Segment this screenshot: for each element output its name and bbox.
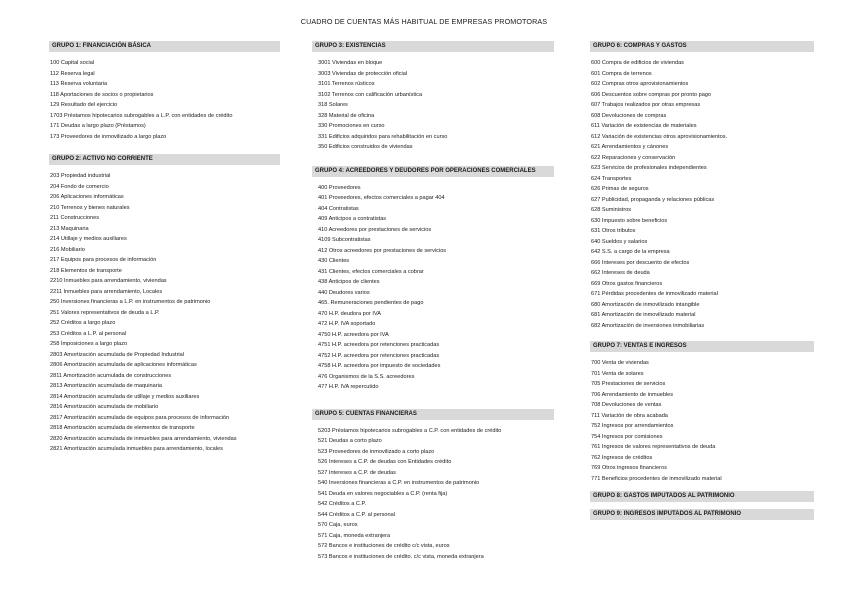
account-item: 2211 Inmuebles para arrendamiento, Locales xyxy=(50,288,163,295)
group-header: GRUPO 3: EXISTENCIAS xyxy=(312,41,554,52)
account-item: 2818 Amortización acumulada de elementos de transporte xyxy=(50,425,195,431)
account-item: 410 Acreedores por prestaciones de servicios xyxy=(318,226,432,233)
account-item: 630 Impuesto sobre beneficios xyxy=(591,217,668,224)
page-title: CUADRO DE CUENTAS MÁS HABITUAL DE EMPRESAS PROMOTORAS xyxy=(300,17,548,26)
account-item: 527 Intereses a C.P. de deudas xyxy=(318,469,396,476)
account-item: 438 Anticipos de clientes xyxy=(318,279,380,285)
account-item: 705 Prestaciones de servicios xyxy=(591,381,666,387)
account-item: 477 H.P. IVA repercutido xyxy=(318,384,379,390)
account-item: 470 H.P. deudora por IVA xyxy=(318,310,381,317)
account-item: 331 Edificios adquiridos para rehabilitación en curso xyxy=(318,133,448,140)
account-group xyxy=(590,491,812,502)
account-item: 571 Caja, moneda extranjera xyxy=(318,532,391,539)
group-header: GRUPO 9: INGRESOS IMPUTADOS AL PATRIMONIO xyxy=(590,509,814,520)
account-item: 211 Construcciones xyxy=(50,215,100,221)
account-item: 3102 Terrenos con calificación urbanística xyxy=(318,91,423,98)
group-spacer xyxy=(49,142,295,154)
account-group xyxy=(312,41,552,153)
account-item: 252 Créditos a largo plazo xyxy=(50,320,116,326)
account-item: 431 Clientes, efectos comerciales a cobrar xyxy=(318,268,424,275)
account-item: 706 Arrendamiento de inmuebles xyxy=(591,391,674,398)
account-item: 621 Arrendamientos y cánones xyxy=(591,144,669,150)
account-item: 2806 Amortización acumulada de aplicaciones informáticas xyxy=(50,362,197,368)
account-item: 430 Clientes xyxy=(318,258,350,264)
account-list xyxy=(49,58,295,142)
account-item: 204 Fondo de comercio xyxy=(50,183,109,190)
account-item: 602 Compras otros aprovisionamientos xyxy=(591,81,689,87)
account-item: 113 Reserva voluntaria xyxy=(50,81,108,87)
account-item: 440 Deudores varios xyxy=(318,289,370,296)
account-item: 2821 Amortización acumulada inmuebles para arrendamiento, locales xyxy=(50,446,223,452)
account-item: 472 H.P. IVA soportado xyxy=(318,321,376,327)
group-header: GRUPO 6: COMPRAS Y GASTOS xyxy=(590,41,814,52)
account-item: 761 Ingresos de valores representativos de deuda xyxy=(591,444,716,450)
account-item: 401 Proveedores, efectos comerciales a pagar 404 xyxy=(318,195,445,201)
account-item: 601 Compra de terrenos xyxy=(591,70,652,77)
account-item: 112 Reserva legal xyxy=(50,70,95,77)
account-item: 541 Deuda en valores negociables a C.P. (renta fija) xyxy=(318,490,448,497)
account-item: 4751 H.P. acreedora por retenciones practicadas xyxy=(318,342,440,348)
account-item: 214 Utillaje y medios auxiliares xyxy=(50,236,127,242)
account-item: 572 Bancos e instituciones de crédito c/c vista, euros xyxy=(318,543,450,549)
account-group xyxy=(590,509,812,520)
account-item: 701 Venta de solares xyxy=(591,370,644,377)
account-item: 4752 H.P. acreedora por retenciones practicadas xyxy=(318,352,440,359)
account-list xyxy=(590,58,812,331)
account-item: 681 Amortización de inmovilizado material xyxy=(591,312,696,318)
account-item: 465. Remuneraciones pendientes de pago xyxy=(318,300,424,306)
account-item: 330 Promociones en curso xyxy=(318,123,385,129)
account-list xyxy=(312,58,552,153)
group-spacer xyxy=(590,502,812,509)
account-item: 608 Devoluciones de compras xyxy=(591,112,667,119)
account-list xyxy=(312,183,552,393)
account-item: 628 Suministros xyxy=(591,207,632,213)
account-item: 521 Deudas a corto plazo xyxy=(318,438,382,444)
account-item: 711 Variación de obra acabada xyxy=(591,412,668,419)
account-item: 669 Otros gastos financieros xyxy=(591,280,663,287)
account-item: 118 Aportaciones de socios o propietarios xyxy=(50,91,154,98)
account-item: 623 Servicios de profesionales independientes xyxy=(591,165,707,171)
account-item: 612 Variación de existencias otros aprovisionamientos. xyxy=(591,133,728,140)
account-item: 544 Créditos a C.P. al personal xyxy=(318,511,396,518)
group-header: GRUPO 7: VENTAS E INGRESOS xyxy=(590,341,814,352)
account-item: 752 Ingresos por arrendamientos xyxy=(591,423,674,429)
account-item: 100 Capital social xyxy=(50,60,95,66)
account-group xyxy=(49,41,295,142)
group-header: GRUPO 1: FINANCIACIÓN BÁSICA xyxy=(49,41,280,52)
account-item: 203 Propiedad industrial xyxy=(50,173,111,179)
account-item: 600 Compra de edificios de viviendas xyxy=(591,60,684,66)
account-item: 409 Anticipos a contratistas xyxy=(318,216,387,222)
account-item: 318 Solares xyxy=(318,102,348,108)
account-item: 218 Elementos de transporte xyxy=(50,267,122,274)
account-item: 171 Deudas a largo plazo (Préstamos) xyxy=(50,123,146,129)
account-item: 258 Imposiciones a largo plazo xyxy=(50,341,128,347)
account-item: 624 Transportes xyxy=(591,175,632,182)
account-item: 606 Descuentos sobre compras por pronto pago xyxy=(591,91,712,98)
account-item: 2811 Amortización acumulada de construcciones xyxy=(50,372,172,379)
account-item: 540 Inversiones financieras a C.P. en instrumentos de patrimonio xyxy=(318,480,480,486)
account-item: 626 Primas de seguros xyxy=(591,186,649,192)
account-group xyxy=(590,341,812,484)
column-2 xyxy=(312,41,552,562)
account-group xyxy=(49,154,295,455)
account-item: 217 Equipos para procesos de información xyxy=(50,257,157,263)
account-item: 573 Bancos e instituciones de crédito. c/c vista, moneda extranjera xyxy=(318,553,484,560)
account-item: 3101 Terrenos rústicos xyxy=(318,81,375,87)
account-item: 769 Otros ingresos financieros xyxy=(591,465,667,471)
account-item: 173 Proveedores de inmovilizado a largo plazo xyxy=(50,133,167,140)
account-item: 671 Pérdidas procedentes de inmovilizado material xyxy=(591,291,718,297)
account-item: 412 Otros acreedores por prestaciones de servicios xyxy=(318,247,447,254)
account-item: 213 Maquinaria xyxy=(50,225,89,232)
account-item: 129 Resultado del ejercicio xyxy=(50,102,118,108)
account-item: 708 Devoluciones de ventas xyxy=(591,402,662,408)
account-group xyxy=(312,409,552,563)
account-item: 523 Proveedores de inmovilizado a corto plazo xyxy=(318,448,435,455)
account-item: 631 Otros tributos xyxy=(591,228,636,234)
account-group xyxy=(590,41,812,331)
group-spacer xyxy=(312,153,552,166)
account-item: 640 Sueldos y salarios xyxy=(591,238,648,245)
account-item: 2814 Amortización acumulada de utillaje y medios auxiliares xyxy=(50,393,200,400)
group-header: GRUPO 2: ACTIVO NO CORRIENTE xyxy=(49,154,280,165)
account-item: 682 Amortización de inversiones inmobiliarias xyxy=(591,322,705,329)
account-item: 2803 Amortización acumulada de Propiedad Industrial xyxy=(50,351,185,358)
account-item: 5203 Préstamos hipotecarios subrogables a C.P. con entidades de crédito xyxy=(318,427,502,434)
account-item: 2817 Amortización acumulada de equipos para procesos de información xyxy=(50,414,230,421)
account-item: 206 Aplicaciones informáticas xyxy=(50,194,124,200)
account-item: 476 Organismos de la S.S. acreedores xyxy=(318,373,415,380)
account-item: 216 Mobiliario xyxy=(50,246,85,253)
group-header: GRUPO 4: ACREEDORES Y DEUDORES POR OPERACIONES COMERCIALES xyxy=(312,166,554,177)
column-1 xyxy=(49,41,295,467)
account-item: 607 Trabajos realizados por otras empresas xyxy=(591,102,701,108)
account-item: 1703 Préstamos hipotecarios subrogables a L.P. con entidades de crédito xyxy=(50,112,233,119)
account-item: 328 Material de oficina xyxy=(318,112,375,119)
account-item: 666 Intereses por descuento de efectos xyxy=(591,259,690,266)
account-item: 570 Caja, euros xyxy=(318,522,358,528)
account-item: 400 Proveedores xyxy=(318,184,361,191)
account-item: 2210 Inmuebles para arrendamiento, viviendas xyxy=(50,278,167,284)
account-item: 526 Intereses a C.P. de deudas con Entidades crédito xyxy=(318,459,452,465)
account-group xyxy=(312,166,552,393)
account-item: 2813 Amortización acumulada de maquinaria xyxy=(50,383,162,389)
account-item: 754 Ingresos por comisiones xyxy=(591,433,663,440)
account-item: 2820 Amortización acumulada de inmuebles para arrendamiento, viviendas xyxy=(50,435,237,442)
account-item: 4758 H.P. acreedora por impuesto de sociedades xyxy=(318,363,441,369)
group-spacer xyxy=(590,331,812,341)
group-spacer xyxy=(312,393,552,409)
account-item: 627 Publicidad, propaganda y relaciones públicas xyxy=(591,196,715,203)
account-item: 2816 Amortización acumulada de mobiliario xyxy=(50,404,159,410)
account-item: 210 Terrenos y bienes naturales xyxy=(50,204,130,211)
account-item: 642 S.S. a cargo de la empresa xyxy=(591,249,670,255)
group-spacer xyxy=(49,455,295,467)
group-spacer xyxy=(590,484,812,491)
account-item: 771 Beneficios procedentes de inmovilizado material xyxy=(591,475,722,482)
account-item: 662 Intereses de deuda xyxy=(591,270,650,276)
account-item: 250 Inversiones financieras a L.P. en instrumentos de patrimonio xyxy=(50,299,211,305)
account-item: 253 Créditos a L.P. al personal xyxy=(50,330,127,337)
account-item: 3001 Viviendas en bloque xyxy=(318,60,383,66)
account-item: 404 Contratistas xyxy=(318,205,359,212)
account-item: 611 Variación de existencias de materiales xyxy=(591,123,697,129)
account-item: 700 Venta de viviendas xyxy=(591,360,649,366)
group-header: GRUPO 8: GASTOS IMPUTADOS AL PATRIMONIO xyxy=(590,491,814,502)
account-item: 4750 H.P. acreedora por IVA xyxy=(318,331,389,338)
column-3 xyxy=(590,41,812,520)
account-list xyxy=(49,171,295,455)
account-item: 542 Créditos a C.P. xyxy=(318,501,367,507)
account-list xyxy=(312,426,552,563)
account-item: 762 Ingresos de créditos xyxy=(591,454,653,461)
account-list xyxy=(590,358,812,484)
account-item: 622 Reparaciones y conservación xyxy=(591,154,676,161)
group-header: GRUPO 5: CUENTAS FINANCIERAS xyxy=(312,409,554,420)
account-item: 251 Valores representativos de deuda a L.P. xyxy=(50,309,160,316)
account-item: 350 Edificios construidos de viviendas xyxy=(318,144,413,150)
account-item: 3003 Viviendas de protección oficial xyxy=(318,70,408,77)
account-item: 680 Amortización de inmovilizado intangible xyxy=(591,301,700,308)
account-item: 4109 Subcontratistas xyxy=(318,237,371,243)
